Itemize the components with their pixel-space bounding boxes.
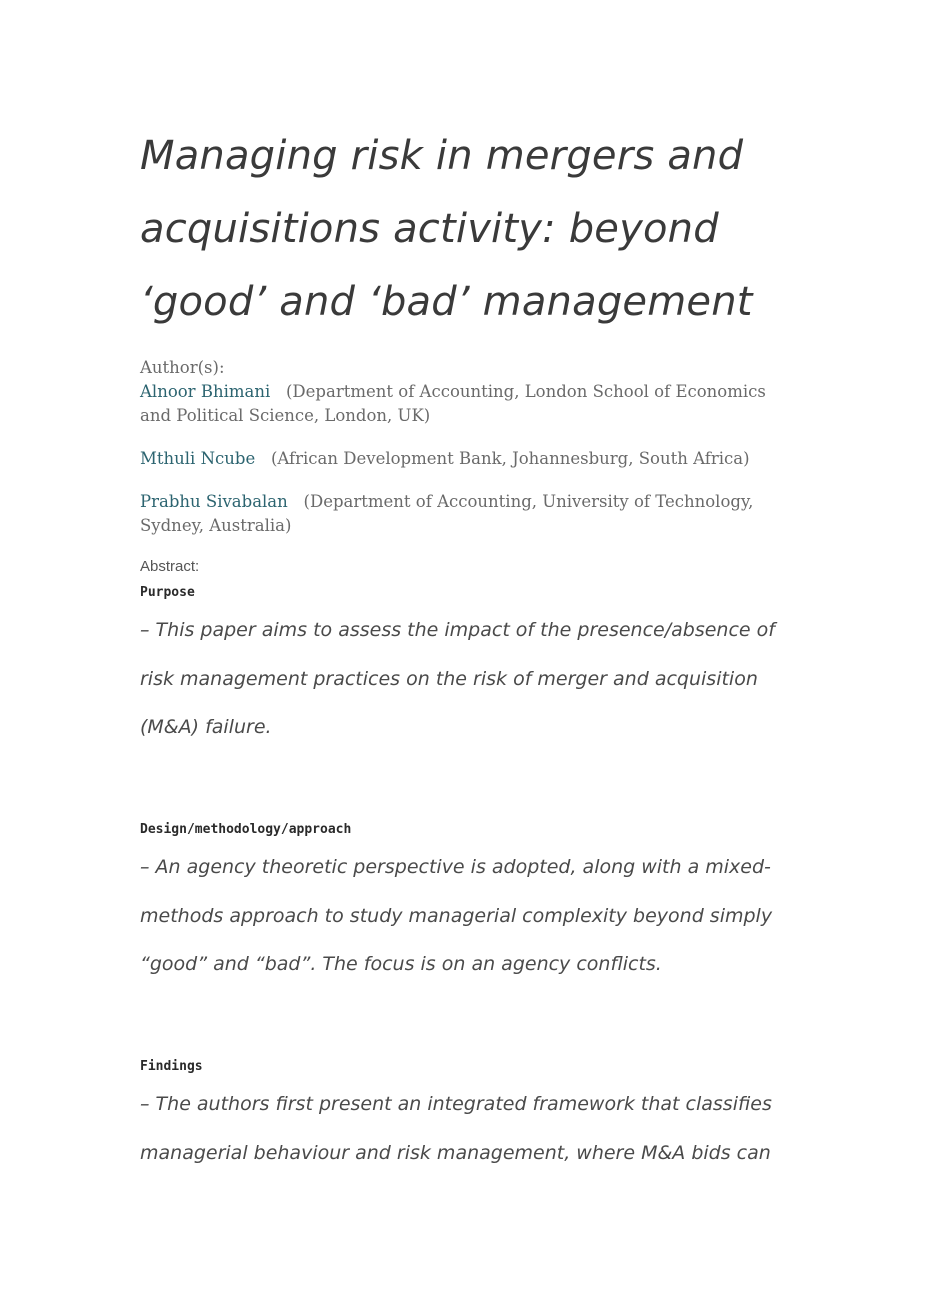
- authors-label: Author(s):: [140, 358, 225, 377]
- section-heading-purpose: Purpose: [140, 585, 195, 600]
- author-name-link[interactable]: Alnoor Bhimani: [140, 382, 271, 401]
- author-name-link[interactable]: Mthuli Ncube: [140, 449, 256, 468]
- author-entry: [140, 380, 800, 428]
- section-body-design: – An agency theoretic perspective is adopted, along with a mixed-methods approach to study managerial complexity beyond simply “good” and “bad”. The focus is on an agency conflicts.: [140, 856, 773, 975]
- author-name-link[interactable]: Prabhu Sivabalan: [140, 492, 288, 511]
- paper-title: Managing risk in mergers and acquisitions activity: beyond ‘good’ and ‘bad’ management: [140, 133, 753, 325]
- section-heading-design: Design/methodology/approach: [140, 822, 352, 837]
- section-heading-findings: Findings: [140, 1059, 203, 1074]
- section-body-purpose: – This paper aims to assess the impact of the presence/absence of risk management practices on the risk of merger and acquisition (M&A) failure.: [140, 619, 775, 738]
- author-entry: [140, 447, 800, 471]
- abstract-label: Abstract:: [140, 558, 200, 575]
- author-affiliation: (African Development Bank, Johannesburg, South Africa): [270, 449, 750, 468]
- author-affiliation: (Department of Accounting, London School of Economics and Political Science, London, UK): [140, 382, 766, 425]
- section-body-findings: – The authors first present an integrated framework that classifies managerial behaviour and risk management, where M&A bids can: [140, 1093, 772, 1164]
- author-entry: [140, 490, 800, 538]
- author-affiliation: (Department of Accounting, University of Technology, Sydney, Australia): [140, 492, 754, 535]
